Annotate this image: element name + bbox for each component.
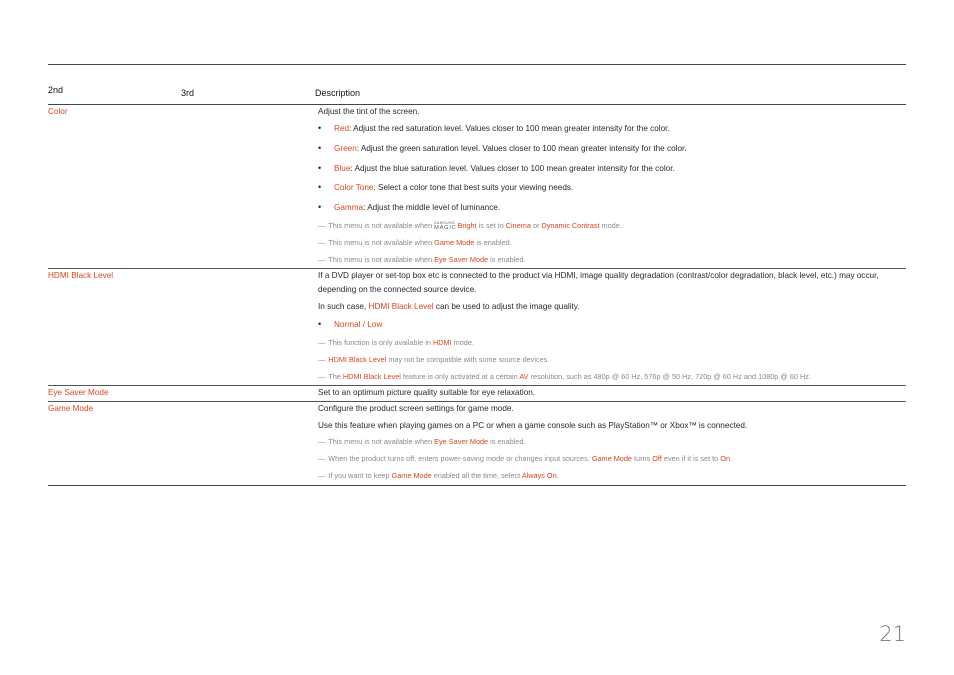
note-dash: — [318,454,326,463]
note-text: is enabled. [474,238,512,247]
logo-magic: MAGIC [434,225,457,232]
game-note-1 [318,437,525,446]
game-para-1: Configure the product screen settings for game mode. [318,404,514,413]
bullet-dot: • [318,202,322,212]
note-text: . [556,471,559,480]
game-mode-label: Game Mode [591,454,632,463]
note-text: resolution, such as 480p @ 60 Hz, 576p @ 50 Hz, 720p @ 60 Hz and 1080p @ 60 Hz. [528,372,811,381]
bottom-rule [48,485,906,486]
bullet-normal-low [318,319,382,329]
bullet-dot: • [318,123,322,133]
menu-color: Color [48,107,68,116]
bullet-dot: • [318,163,322,173]
note-text: If you want to keep [328,471,392,480]
header-description: Description [315,88,361,98]
hdmi-para-2 [318,300,898,314]
on-label: On [720,454,730,463]
hdmi-black-level-label: HDMI Black Level [368,302,434,311]
hdmi-note-1 [318,338,474,347]
normal-low-option: Normal / Low [334,320,383,329]
color-note-2 [318,238,512,247]
game-note-2 [318,454,732,463]
para-text: In such case, [318,302,369,311]
note-text: This function is only available in [328,338,433,347]
bullet-dot: • [318,182,322,192]
note-text: This menu is not available when [328,238,435,247]
menu-eye-saver-mode: Eye Saver Mode [48,388,109,397]
bullet-color-tone [318,182,573,192]
note-text: feature is only activated at a certain [400,372,520,381]
hdmi-black-level-label: HDMI Black Level [328,355,387,364]
menu-game-mode: Game Mode [48,404,94,413]
note-text: is set to [476,221,506,230]
header-2nd: 2nd [48,85,64,95]
eye-saver-text: Set to an optimum picture quality suitable for eye relaxation. [318,388,536,397]
color-note-1 [318,221,622,231]
hdmi-label: HDMI [432,338,452,347]
note-text: is enabled. [488,437,526,446]
menu-hdmi-black-level: HDMI Black Level [48,271,114,280]
always-on-label: Always On [521,471,557,480]
note-dash: — [318,255,326,264]
color-note-3 [318,255,525,264]
game-mode-label: Game Mode [434,238,475,247]
gamma-text: : Adjust the middle level of luminance. [363,203,501,212]
bullet-green [318,143,687,153]
header-3rd: 3rd [181,88,195,98]
note-text: . [730,454,733,463]
eye-saver-label: Eye Saver Mode [434,437,489,446]
gamma-label: Gamma [334,203,364,212]
top-rule [48,64,906,65]
red-label: Red [334,124,350,133]
note-text: enabled all the time, select [431,471,522,480]
bullet-dot: • [318,143,322,153]
note-text: When the product turns off, enters power-saving mode or changes input sources, [328,454,592,463]
hdmi-para-1: If a DVD player or set-top box etc is connected to the product via HDMI, image quality degradation (contrast/color degradation, black level, etc.) may occur, depending on the connected source device. [318,271,879,294]
note-text: mode. [451,338,474,347]
note-text: This menu is not available when [328,221,435,230]
note-dash: — [318,355,326,364]
blue-text: : Adjust the blue saturation level. Values closer to 100 mean greater intensity for the color. [350,164,675,173]
hdmi-black-level-label: HDMI Black Level [342,372,401,381]
bullet-dot: • [318,319,322,329]
note-text: or [530,221,542,230]
green-text: : Adjust the green saturation level. Values closer to 100 mean greater intensity for the color. [356,144,687,153]
note-dash: — [318,372,326,381]
blue-label: Blue [334,164,351,173]
off-label: Off [652,454,662,463]
note-text: is enabled. [488,255,526,264]
note-text: may not be compatible with some source devices. [386,355,550,364]
hdmi-note-3 [318,372,811,381]
red-text: : Adjust the red saturation level. Values closer to 100 mean greater intensity for the color. [349,124,670,133]
game-mode-label: Game Mode [391,471,432,480]
note-text: The [328,372,343,381]
bullet-red [318,123,670,133]
game-para-2: Use this feature when playing games on a PC or when a game console such as PlayStation™ or Xbox™ is connected. [318,421,748,430]
av-label: AV [519,372,529,381]
note-text: This menu is not available when [328,437,435,446]
note-dash: — [318,221,326,230]
note-dash: — [318,238,326,247]
note-dash: — [318,437,326,446]
para-text: can be used to adjust the image quality. [433,302,580,311]
note-text: turns [631,454,653,463]
color-tone-text: : Select a color tone that best suits your viewing needs. [373,183,574,192]
color-tone-label: Color Tone [334,183,374,192]
note-text: even if it is set to [661,454,721,463]
note-dash: — [318,471,326,480]
green-label: Green [334,144,357,153]
hdmi-note-2 [318,355,549,364]
note-text: This menu is not available when [328,255,435,264]
cinema-label: Cinema [505,221,531,230]
game-note-3 [318,471,559,480]
bullet-gamma [318,202,500,212]
note-dash: — [318,338,326,347]
eye-saver-label: Eye Saver Mode [434,255,489,264]
color-intro: Adjust the tint of the screen. [318,107,420,116]
dynamic-contrast-label: Dynamic Contrast [541,221,600,230]
bullet-blue [318,163,675,173]
note-text: mode. [599,221,622,230]
magic-bright: Bright [457,221,477,230]
page-number: 21 [879,622,906,646]
logo-samsung: SAMSUNG [434,221,456,226]
samsung-magic-logo [434,221,456,231]
